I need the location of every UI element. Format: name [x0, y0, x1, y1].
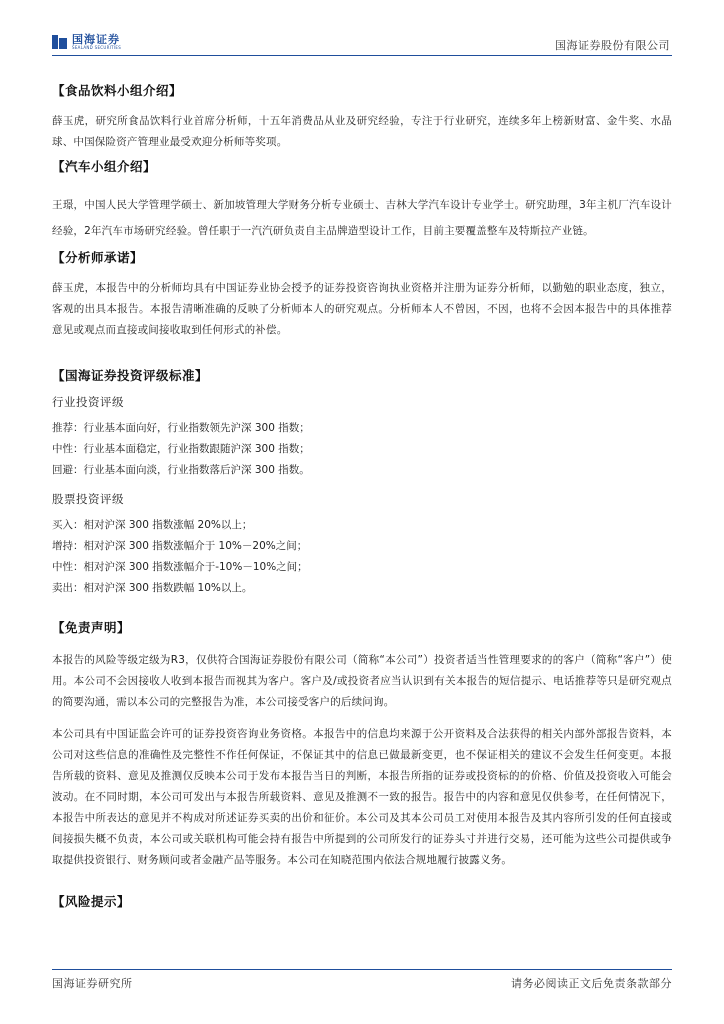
stock-rating-title: 股票投资评级 [52, 492, 124, 506]
stock-rating-line: 增持：相对沪深 300 指数涨幅介于 10%－20%之间； [52, 540, 308, 552]
footer-notice: 请务必阅读正文后免责条款部分 [511, 977, 672, 990]
industry-rating-line: 回避：行业基本面向淡，行业指数落后沪深 300 指数。 [52, 464, 310, 476]
footer-institute: 国海证券研究所 [52, 977, 133, 990]
food-team-title: 【食品饮料小组介绍】 [52, 83, 183, 98]
header-divider [52, 55, 672, 56]
industry-rating-line: 推荐：行业基本面向好，行业指数领先沪深 300 指数； [52, 422, 310, 434]
page-content [52, 78, 672, 910]
company-logo [52, 34, 121, 50]
footer-divider [52, 969, 672, 970]
risk-title: 【风险提示】 [52, 894, 131, 909]
industry-rating-title: 行业投资评级 [52, 395, 124, 409]
industry-rating-line: 中性：行业基本面稳定，行业指数跟随沪深 300 指数； [52, 443, 310, 455]
rating-title: 【国海证券投资评级标准】 [52, 368, 209, 383]
company-name: 国海证券股份有限公司 [555, 39, 670, 52]
stock-rating-line: 卖出：相对沪深 300 指数跌幅 10%以上。 [52, 582, 253, 594]
auto-team-title: 【汽车小组介绍】 [52, 159, 157, 174]
logo-cn-text: 国海证券 [72, 33, 120, 46]
logo-mark-icon [52, 35, 68, 49]
stock-rating-list [52, 515, 672, 599]
auto-team-para: 王璟，中国人民大学管理学硕士、新加坡管理大学财务分析专业硕士、吉林大学汽车设计专业学士。研究助理，3年主机厂汽车设计经验，2年汽车市场研究经验。曾任职于一汽汽研负责自主品牌造型设计工作，目前主要覆盖整车及特斯拉产业链。 [52, 199, 672, 237]
disclaimer-para-2: 本公司具有中国证监会许可的证券投资咨询业务资格。本报告中的信息均来源于公开资料及合法获得的相关内部外部报告资料，本公司对这些信息的准确性及完整性不作任何保证，不保证其中的信息已做最新变更，也不保证相关的建议不会发生任何变更。本报告所载的资料、意见及推测仅反映本公司于发布本报告当日的判断，本报告所指的证券或投资标的的价格、价值及投资收入可能会波动。在不同时期，本公司可发出与本报告所载资料、意见及推测不一致的报告。报告中的内容和意见仅供参考，在任何情况下，本报告中所表达的意见并不构成对所述证券买卖的出价和征价。本公司及其本公司员工对使用本报告及其内容所引发的任何直接或间接损失概不负责，本公司或关联机构可能会持有报告中所提到的公司所发行的证券头寸并进行交易，还可能为这些公司提供或争取提供投资银行、财务顾问或者金融产品等服务。本公司在知晓范围内依法合规地履行披露义务。 [52, 728, 672, 866]
stock-rating-line: 买入：相对沪深 300 指数涨幅 20%以上； [52, 519, 253, 531]
pledge-title: 【分析师承诺】 [52, 250, 144, 265]
food-team-para: 薛玉虎，研究所食品饮料行业首席分析师，十五年消费品从业及研究经验，专注于行业研究，连续多年上榜新财富、金牛奖、水晶球、中国保险资产管理业最受欢迎分析师等奖项。 [52, 115, 672, 148]
disclaimer-title: 【免责声明】 [52, 620, 131, 635]
stock-rating-line: 中性：相对沪深 300 指数涨幅介于-10%－10%之间； [52, 561, 308, 573]
page-header [0, 0, 724, 60]
pledge-para: 薛玉虎，本报告中的分析师均具有中国证券业协会授予的证券投资咨询执业资格并注册为证券分析师，以勤勉的职业态度，独立，客观的出具本报告。本报告清晰准确的反映了分析师本人的研究观点。分析师本人不曾因，不因，也将不会因本报告中的具体推荐意见或观点而直接或间接收取到任何形式的补偿。 [52, 282, 672, 336]
logo-en-text: SEALAND SECURITIES [72, 45, 122, 50]
disclaimer-para-1: 本报告的风险等级定级为R3，仅供符合国海证券股份有限公司（简称“本公司”）投资者适当性管理要求的的客户（简称“客户”）使用。本公司不会因接收人收到本报告而视其为客户。客户及/或投资者应当认识到有关本报告的短信提示、电话推荐等只是研究观点的简要沟通，需以本公司的完整报告为准，本公司接受客户的后续问询。 [52, 654, 672, 708]
industry-rating-list [52, 418, 672, 481]
